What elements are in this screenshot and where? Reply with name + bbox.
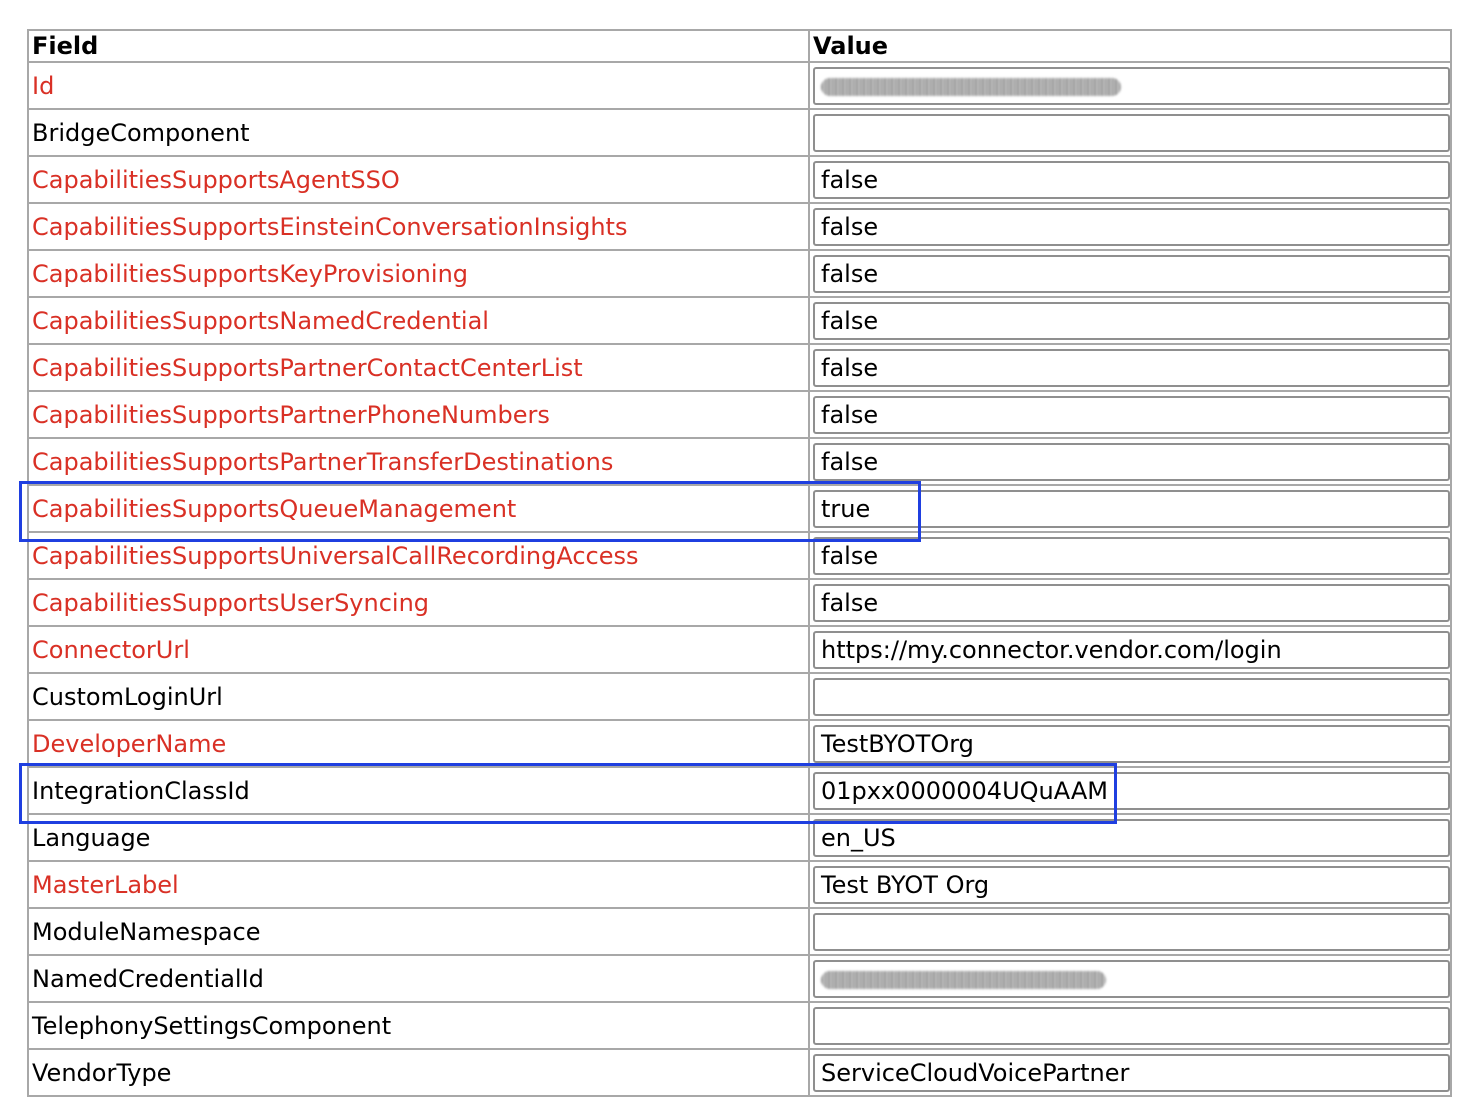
value-cell-id [808, 63, 1450, 110]
field-name-vendor-type: VendorType [29, 1050, 808, 1097]
table-row-id [29, 63, 1450, 110]
table-row-master-label [29, 862, 1450, 909]
value-field-module-namespace[interactable] [813, 913, 1450, 951]
value-text: 01pxx0000004UQuAAM [821, 776, 1108, 805]
value-cell-custom-login-url [808, 674, 1450, 721]
value-text: false [821, 447, 879, 476]
value-text: false [821, 588, 879, 617]
field-name-capabilities-supports-einstein-conversation-insights: CapabilitiesSupportsEinsteinConversationInsights [29, 204, 808, 251]
field-name-connector-url: ConnectorUrl [29, 627, 808, 674]
value-field-capabilities-supports-user-syncing[interactable] [813, 584, 1450, 622]
value-field-capabilities-supports-einstein-conversation-insights[interactable] [813, 208, 1450, 246]
table-row-named-credential-id [29, 956, 1450, 1003]
value-field-integration-class-id[interactable] [813, 772, 1450, 810]
field-name-language: Language [29, 815, 808, 862]
value-text: true [821, 494, 871, 523]
value-cell-master-label [808, 862, 1450, 909]
table-row-capabilities-supports-user-syncing [29, 580, 1450, 627]
field-name-developer-name: DeveloperName [29, 721, 808, 768]
value-text: false [821, 353, 879, 382]
table-row-connector-url [29, 627, 1450, 674]
table-row-capabilities-supports-key-provisioning [29, 251, 1450, 298]
field-name-named-credential-id: NamedCredentialId [29, 956, 808, 1003]
value-field-capabilities-supports-universal-call-recording-access[interactable] [813, 537, 1450, 575]
value-text: ServiceCloudVoicePartner [821, 1058, 1130, 1087]
field-name-capabilities-supports-partner-transfer-destinations: CapabilitiesSupportsPartnerTransferDestinations [29, 439, 808, 486]
value-field-capabilities-supports-key-provisioning[interactable] [813, 255, 1450, 293]
value-cell-language [808, 815, 1450, 862]
table-row-integration-class-id [29, 768, 1450, 815]
value-cell-integration-class-id [808, 768, 1450, 815]
value-field-capabilities-supports-partner-phone-numbers[interactable] [813, 396, 1450, 434]
value-cell-vendor-type [808, 1050, 1450, 1097]
value-field-connector-url[interactable] [813, 631, 1450, 669]
value-cell-capabilities-supports-partner-contact-center-list [808, 345, 1450, 392]
value-cell-telephony-settings-component [808, 1003, 1450, 1050]
value-field-capabilities-supports-named-credential[interactable] [813, 302, 1450, 340]
value-cell-developer-name [808, 721, 1450, 768]
table-row-capabilities-supports-queue-management [29, 486, 1450, 533]
value-cell-capabilities-supports-universal-call-recording-access [808, 533, 1450, 580]
value-text: https://my.connector.vendor.com/login [821, 635, 1282, 664]
table-row-capabilities-supports-partner-phone-numbers [29, 392, 1450, 439]
field-column-header: Field [29, 31, 808, 63]
table-row-module-namespace [29, 909, 1450, 956]
table-row-capabilities-supports-partner-contact-center-list [29, 345, 1450, 392]
value-cell-connector-url [808, 627, 1450, 674]
value-field-developer-name[interactable] [813, 725, 1450, 763]
table-row-language [29, 815, 1450, 862]
value-column-header: Value [808, 31, 1450, 63]
value-field-vendor-type[interactable] [813, 1054, 1450, 1092]
value-text: TestBYOTOrg [821, 729, 974, 758]
field-name-capabilities-supports-user-syncing: CapabilitiesSupportsUserSyncing [29, 580, 808, 627]
field-name-custom-login-url: CustomLoginUrl [29, 674, 808, 721]
value-field-custom-login-url[interactable] [813, 678, 1450, 716]
value-cell-capabilities-supports-user-syncing [808, 580, 1450, 627]
value-text: false [821, 400, 879, 429]
fields-table [27, 29, 1452, 1097]
field-name-capabilities-supports-partner-contact-center-list: CapabilitiesSupportsPartnerContactCenterList [29, 345, 808, 392]
value-field-telephony-settings-component[interactable] [813, 1007, 1450, 1045]
table-row-vendor-type [29, 1050, 1450, 1097]
field-name-capabilities-supports-named-credential: CapabilitiesSupportsNamedCredential [29, 298, 808, 345]
value-cell-module-namespace [808, 909, 1450, 956]
table-row-developer-name [29, 721, 1450, 768]
field-name-capabilities-supports-universal-call-recording-access: CapabilitiesSupportsUniversalCallRecordingAccess [29, 533, 808, 580]
table-row-capabilities-supports-universal-call-recording-access [29, 533, 1450, 580]
value-cell-capabilities-supports-queue-management [808, 486, 1450, 533]
field-name-id: Id [29, 63, 808, 110]
value-text: false [821, 259, 879, 288]
value-text: false [821, 541, 879, 570]
field-name-master-label: MasterLabel [29, 862, 808, 909]
value-field-bridge-component[interactable] [813, 114, 1450, 152]
value-field-master-label[interactable] [813, 866, 1450, 904]
value-text: false [821, 306, 879, 335]
field-name-integration-class-id: IntegrationClassId [29, 768, 808, 815]
field-name-telephony-settings-component: TelephonySettingsComponent [29, 1003, 808, 1050]
field-name-bridge-component: BridgeComponent [29, 110, 808, 157]
value-cell-bridge-component [808, 110, 1450, 157]
value-text: false [821, 165, 879, 194]
table-row-capabilities-supports-einstein-conversation-insights [29, 204, 1450, 251]
field-name-module-namespace: ModuleNamespace [29, 909, 808, 956]
field-name-capabilities-supports-partner-phone-numbers: CapabilitiesSupportsPartnerPhoneNumbers [29, 392, 808, 439]
value-cell-capabilities-supports-agent-sso [808, 157, 1450, 204]
value-cell-capabilities-supports-key-provisioning [808, 251, 1450, 298]
field-name-capabilities-supports-key-provisioning: CapabilitiesSupportsKeyProvisioning [29, 251, 808, 298]
table-row-telephony-settings-component [29, 1003, 1450, 1050]
table-row-capabilities-supports-agent-sso [29, 157, 1450, 204]
value-field-capabilities-supports-agent-sso[interactable] [813, 161, 1450, 199]
table-row-bridge-component [29, 110, 1450, 157]
value-text: Test BYOT Org [821, 870, 990, 899]
table-row-capabilities-supports-named-credential [29, 298, 1450, 345]
value-field-capabilities-supports-queue-management[interactable] [813, 490, 1450, 528]
redacted-value-mark [821, 78, 1121, 96]
field-name-capabilities-supports-agent-sso: CapabilitiesSupportsAgentSSO [29, 157, 808, 204]
value-field-language[interactable] [813, 819, 1450, 857]
redacted-value-mark [821, 971, 1106, 989]
value-text: false [821, 212, 879, 241]
value-field-named-credential-id[interactable] [813, 960, 1450, 998]
value-field-capabilities-supports-partner-contact-center-list[interactable] [813, 349, 1450, 387]
header-row [29, 31, 1450, 63]
value-cell-named-credential-id [808, 956, 1450, 1003]
value-cell-capabilities-supports-partner-transfer-destinations [808, 439, 1450, 486]
value-cell-capabilities-supports-named-credential [808, 298, 1450, 345]
table-row-custom-login-url [29, 674, 1450, 721]
value-text: en_US [821, 823, 896, 852]
field-name-capabilities-supports-queue-management: CapabilitiesSupportsQueueManagement [29, 486, 808, 533]
value-field-id[interactable] [813, 67, 1450, 105]
value-cell-capabilities-supports-einstein-conversation-insights [808, 204, 1450, 251]
value-cell-capabilities-supports-partner-phone-numbers [808, 392, 1450, 439]
value-field-capabilities-supports-partner-transfer-destinations[interactable] [813, 443, 1450, 481]
table-row-capabilities-supports-partner-transfer-destinations [29, 439, 1450, 486]
